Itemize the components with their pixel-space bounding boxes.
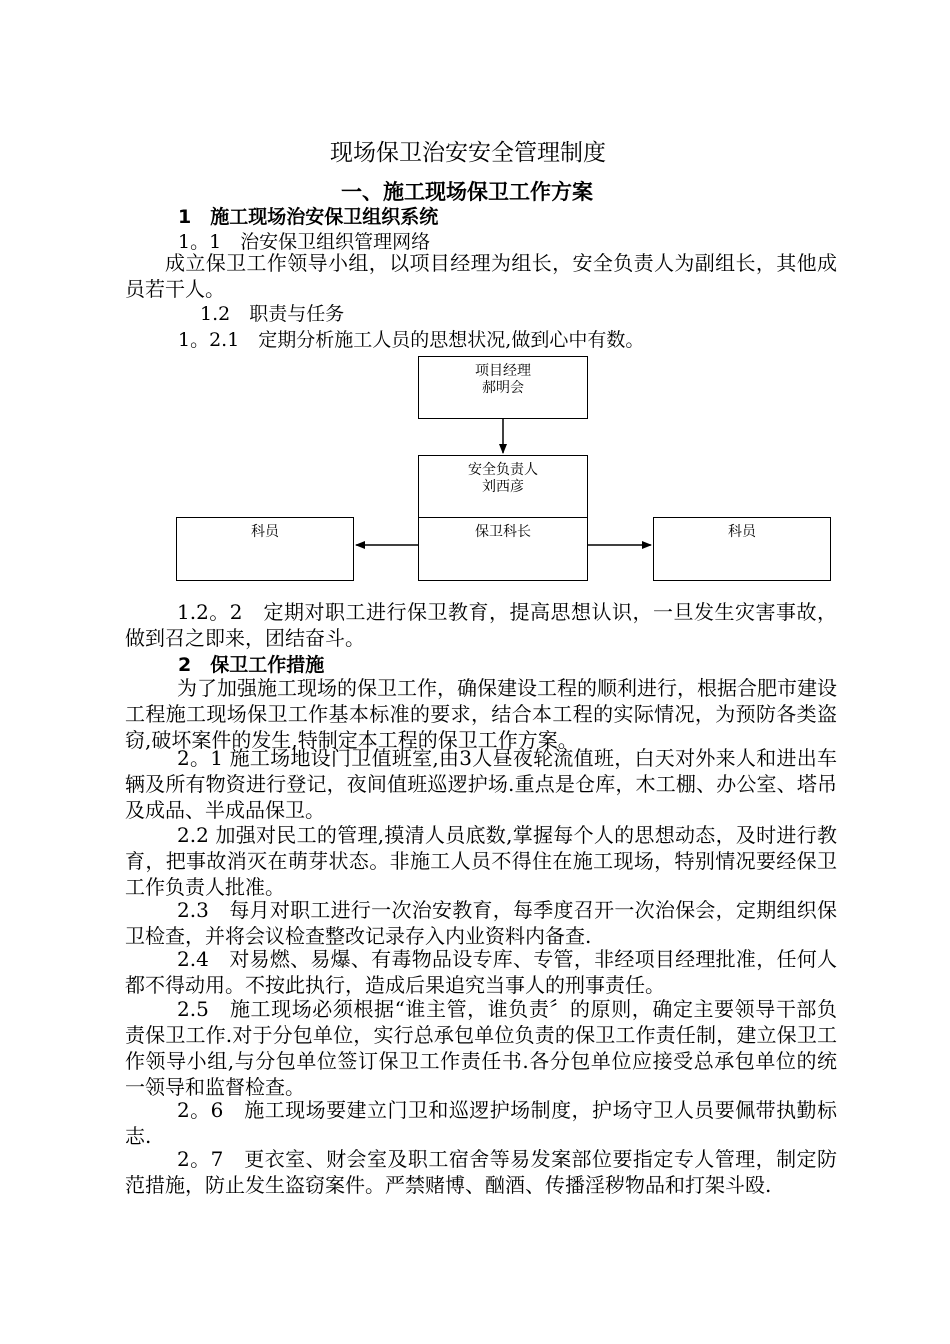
org-node-safety-name: 刘西彦 (482, 479, 524, 495)
org-node-left-member-role: 科员 (251, 524, 279, 540)
org-node-right-member-role: 科员 (728, 524, 756, 540)
org-node-chief-role: 保卫科长 (475, 524, 531, 540)
subsection-heading-2: 2 保卫工作措施 (178, 654, 325, 676)
measures-intro: 为了加强施工现场的保卫工作，确保建设工程的顺利进行，根据合肥市建设工程施工现场保卫工作基本标准的要求，结合本工程的实际情况，为预防各类盗窃,破坏案件的发生,特制定本工程的保卫工作方案。 (125, 676, 837, 752)
document-title: 现场保卫治安安全管理制度 (330, 140, 606, 166)
paragraph-lead: 成立保卫工作领导小组，以项目经理为组长，安全负责人为副组长，其他成员若干人。 (125, 251, 837, 301)
org-node-manager-role: 项目经理 (475, 363, 531, 379)
org-node-manager-name: 郝明会 (482, 380, 524, 396)
measure-2-3: 2.3 每月对职工进行一次治安教育，每季度召开一次治保会，定期组织保卫检查，并将会议检查整改记录存入内业资料内备查. (125, 898, 837, 948)
section-heading: 一、施工现场保卫工作方案 (341, 180, 593, 204)
item-1-1: 1。1 治安保卫组织管理网络 (178, 231, 431, 253)
measure-2-5: 2.5 施工现场必须根据“谁主管，谁负责〞的原则，确定主要领导干部负责保卫工作.对于分包单位，实行总承包单位负责的保卫工作责任制，建立保卫工作领导小组,与分包单位签订保卫工作责任书.各分包单位应接受总承包单位的统一领导和监督检查。 (125, 997, 837, 1099)
org-node-safety-role: 安全负责人 (468, 462, 538, 478)
item-1-2: 1.2 职责与任务 (200, 303, 345, 325)
item-1-2-2: 1.2。2 定期对职工进行保卫教育，提高思想认识，一旦发生灾害事故，做到召之即来，团结奋斗。 (125, 600, 837, 650)
subsection-heading-1: 1 施工现场治安保卫组织系统 (178, 206, 439, 228)
measure-2-2: 2.2 加强对民工的管理,摸清人员底数,掌握每个人的思想动态，及时进行教育，把事故消灭在萌芽状态。非施工人员不得住在施工现场，特别情况要经保卫工作负责人批准。 (125, 823, 837, 899)
item-1-2-1: 1。2.1 定期分析施工人员的思想状况,做到心中有数。 (178, 329, 645, 351)
measure-2-7: 2。7 更衣室、财会室及职工宿舍等易发案部位要指定专人管理，制定防范措施，防止发生盗窃案件。严禁赌博、酗酒、传播淫秽物品和打架斗殴. (125, 1147, 837, 1197)
measure-2-4: 2.4 对易燃、易爆、有毒物品设专库、专管，非经项目经理批准，任何人都不得动用。不按此执行，造成后果追究当事人的刑事责任。 (125, 947, 837, 997)
measure-2-1: 2。1 施工场地设门卫值班室,由3人昼夜轮流值班，白天对外来人和进出车辆及所有物资进行登记，夜间值班巡逻护场.重点是仓库，木工棚、办公室、塔吊及成品、半成品保卫。 (125, 746, 837, 822)
measure-2-6: 2。6 施工现场要建立门卫和巡逻护场制度，护场守卫人员要佩带执勤标志. (125, 1098, 837, 1148)
